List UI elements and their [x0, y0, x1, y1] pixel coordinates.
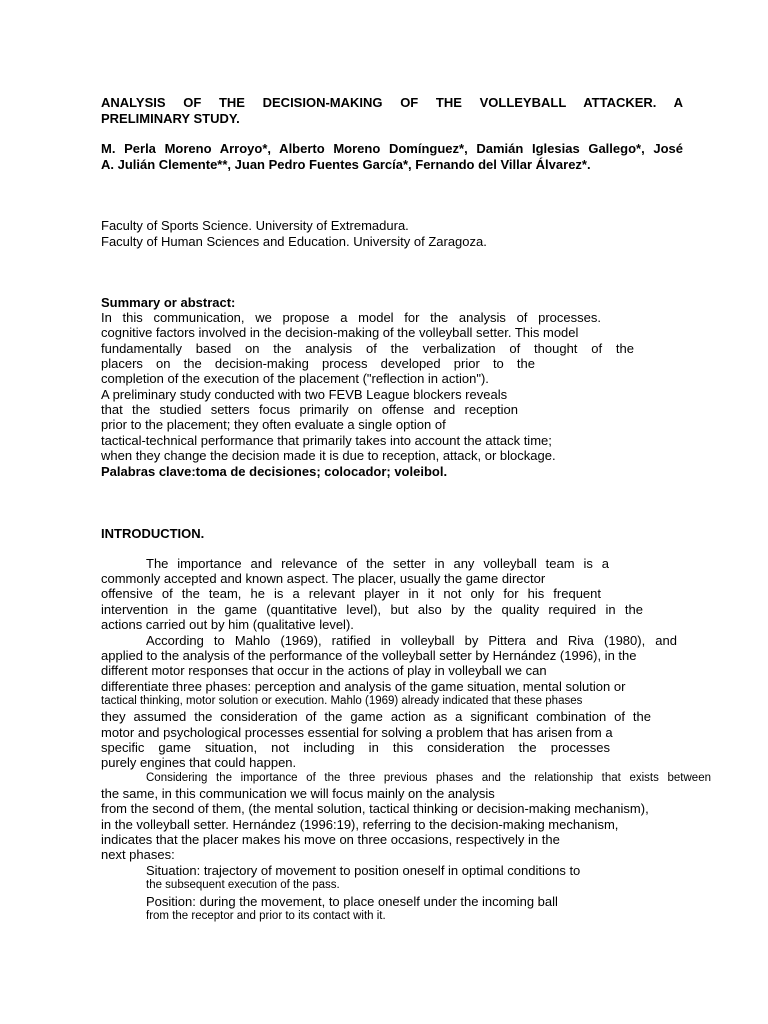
abstract-line: completion of the execution of the placement ("reflection in action").: [101, 371, 489, 386]
introduction-line: next phases:: [101, 847, 175, 862]
abstract-heading: Summary or abstract:: [101, 295, 236, 310]
introduction-line: The importance and relevance of the setter in any volleyball team is a: [146, 556, 609, 571]
abstract-line: A preliminary study conducted with two FEVB League blockers reveals: [101, 387, 508, 402]
abstract-line: when they change the decision made it is due to reception, attack, or blockage.: [101, 448, 556, 463]
introduction-line: from the second of them, (the mental solution, tactical thinking or decision-making mechanism),: [101, 801, 649, 816]
introduction-line: applied to the analysis of the performance of the volleyball setter by Hernández (1996), in the: [101, 648, 637, 663]
authors-line-1: M. Perla Moreno Arroyo*, Alberto Moreno Domínguez*, Damián Iglesias Gallego*, José: [101, 141, 683, 156]
abstract-line: In this communication, we propose a model for the analysis of processes.: [101, 310, 601, 325]
abstract-line: prior to the placement; they often evaluate a single option of: [101, 417, 446, 432]
paper-title-line-2: PRELIMINARY STUDY.: [101, 111, 240, 126]
introduction-line: actions carried out by him (qualitative level).: [101, 617, 354, 632]
introduction-line: Considering the importance of the three previous phases and the relationship that exists between: [146, 772, 711, 784]
abstract-line: that the studied setters focus primarily on offense and reception: [101, 402, 518, 417]
abstract-line: cognitive factors involved in the decision-making of the volleyball setter. This model: [101, 325, 579, 340]
introduction-line: different motor responses that occur in the actions of play in volleyball we can: [101, 663, 547, 678]
introduction-line: in the volleyball setter. Hernández (1996:19), referring to the decision-making mechanism,: [101, 817, 619, 832]
abstract-line: placers on the decision-making process developed prior to the: [101, 356, 535, 371]
affiliation-2: Faculty of Human Sciences and Education. University of Zaragoza.: [101, 234, 487, 249]
introduction-line: specific game situation, not including in this consideration the processes: [101, 740, 610, 755]
introduction-line: Position: during the movement, to place oneself under the incoming ball: [146, 894, 558, 909]
introduction-line: the same, in this communication we will focus mainly on the analysis: [101, 786, 495, 801]
abstract-line: fundamentally based on the analysis of the verbalization of thought of the: [101, 341, 634, 356]
authors-line-2: A. Julián Clemente**, Juan Pedro Fuentes García*, Fernando del Villar Álvarez*.: [101, 157, 591, 172]
affiliation-1: Faculty of Sports Science. University of Extremadura.: [101, 218, 409, 233]
introduction-line: intervention in the game (quantitative level), but also by the quality required in the: [101, 602, 643, 617]
introduction-line: differentiate three phases: perception and analysis of the game situation, mental solution or: [101, 679, 626, 694]
keywords-line: Palabras clave:toma de decisiones; colocador; voleibol.: [101, 464, 448, 479]
introduction-line: tactical thinking, motor solution or execution. Mahlo (1969) already indicated that these phases: [101, 695, 583, 707]
introduction-line: commonly accepted and known aspect. The placer, usually the game director: [101, 571, 546, 586]
introduction-line: Situation: trajectory of movement to position oneself in optimal conditions to: [146, 863, 581, 878]
introduction-line: from the receptor and prior to its contact with it.: [146, 910, 386, 922]
introduction-line: indicates that the placer makes his move on three occasions, respectively in the: [101, 832, 560, 847]
introduction-heading: INTRODUCTION.: [101, 526, 205, 541]
introduction-line: offensive of the team, he is a relevant player in it not only for his frequent: [101, 586, 601, 601]
introduction-line: purely engines that could happen.: [101, 755, 297, 770]
introduction-line: the subsequent execution of the pass.: [146, 879, 340, 891]
introduction-line: motor and psychological processes essential for solving a problem that has arisen from a: [101, 725, 613, 740]
abstract-line: tactical-technical performance that primarily takes into account the attack time;: [101, 433, 552, 448]
paper-title-line-1: ANALYSIS OF THE DECISION-MAKING OF THE VOLLEYBALL ATTACKER. A: [101, 95, 683, 110]
introduction-line: According to Mahlo (1969), ratified in volleyball by Pittera and Riva (1980), and: [146, 633, 677, 648]
introduction-line: they assumed the consideration of the game action as a significant combination of the: [101, 709, 651, 724]
